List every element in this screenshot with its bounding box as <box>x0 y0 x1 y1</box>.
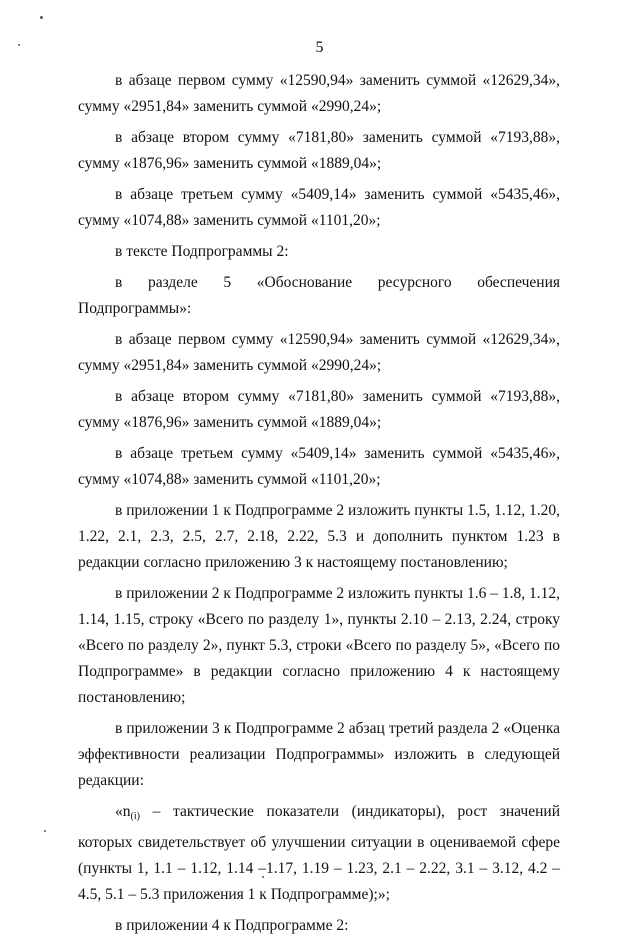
paragraph: в абзаце первом сумму «12590,94» заменить суммой «12629,34», сумму «2951,84» заменить суммой «2990,24»; <box>78 72 560 115</box>
paragraph: в абзаце третьем сумму «5409,14» заменить суммой «5435,46», сумму «1074,88» заменить суммой «1101,20»; <box>78 445 560 488</box>
paragraph: в абзаце втором сумму «7181,80» заменить суммой «7193,88», сумму «1876,96» заменить суммой «1889,04»; <box>78 388 560 431</box>
paragraph: в приложении 3 к Подпрограмме 2 абзац третий раздела 2 «Оценка эффективности реализации Подпрограммы» изложить в следующей редакции: <box>78 720 560 789</box>
paragraph: в абзаце втором сумму «7181,80» заменить суммой «7193,88», сумму «1876,96» заменить суммой «1889,04»; <box>78 129 560 172</box>
formula-subscript: (i) <box>130 811 140 822</box>
formula-paragraph <box>78 799 560 908</box>
page-number: 5 <box>315 39 324 56</box>
formula-rest: – тактические показатели (индикаторы), рост значений которых свидетельствует об улучшении ситуации в оцениваемой сфере (пункты 1, 1.1 – 1.12, 1.14 –1.17, 1.19 – 1.23, 2.1 – 2.22, 3.1 – 3.12, 4.2 – 4.5, 5.1 – 5.3 приложения 1 к Подпрограмме);»; <box>78 803 560 903</box>
paragraph: в абзаце третьем сумму «5409,14» заменить суммой «5435,46», сумму «1074,88» заменить суммой «1101,20»; <box>78 186 560 229</box>
paragraph: в приложении 1 к Подпрограмме 2 изложить пункты 1.5, 1.12, 1.20, 1.22, 2.1, 2.3, 2.5, 2.7, 2.18, 2.22, 5.3 и дополнить пунктом 1.23 в редакции согласно приложению 3 к настоящему постановлению; <box>78 502 560 571</box>
scan-speck <box>18 44 20 46</box>
document-body <box>78 68 560 944</box>
formula-open: «n <box>115 803 131 820</box>
paragraph: в приложении 2 к Подпрограмме 2 изложить пункты 1.6 – 1.8, 1.12, 1.14, 1.15, строку «Всего по разделу 1», пункты 2.10 – 2.13, 2.24, строку «Всего по разделу 2», пункт 5.3, строки «Всего по разделу 5», «Всего по Подпрограмме» в редакции согласно приложению 4 к настоящему постановлению; <box>78 585 560 706</box>
paragraph: в абзаце первом сумму «12590,94» заменить суммой «12629,34», сумму «2951,84» заменить суммой «2990,24»; <box>78 331 560 374</box>
scan-speck <box>40 16 43 19</box>
scan-speck <box>44 830 46 832</box>
paragraph: в приложении 4 к Подпрограмме 2: <box>115 917 349 934</box>
paragraph: в тексте Подпрограммы 2: <box>115 243 289 260</box>
paragraph: в разделе 5 «Обоснование ресурсного обеспечения Подпрограммы»: <box>78 274 560 317</box>
